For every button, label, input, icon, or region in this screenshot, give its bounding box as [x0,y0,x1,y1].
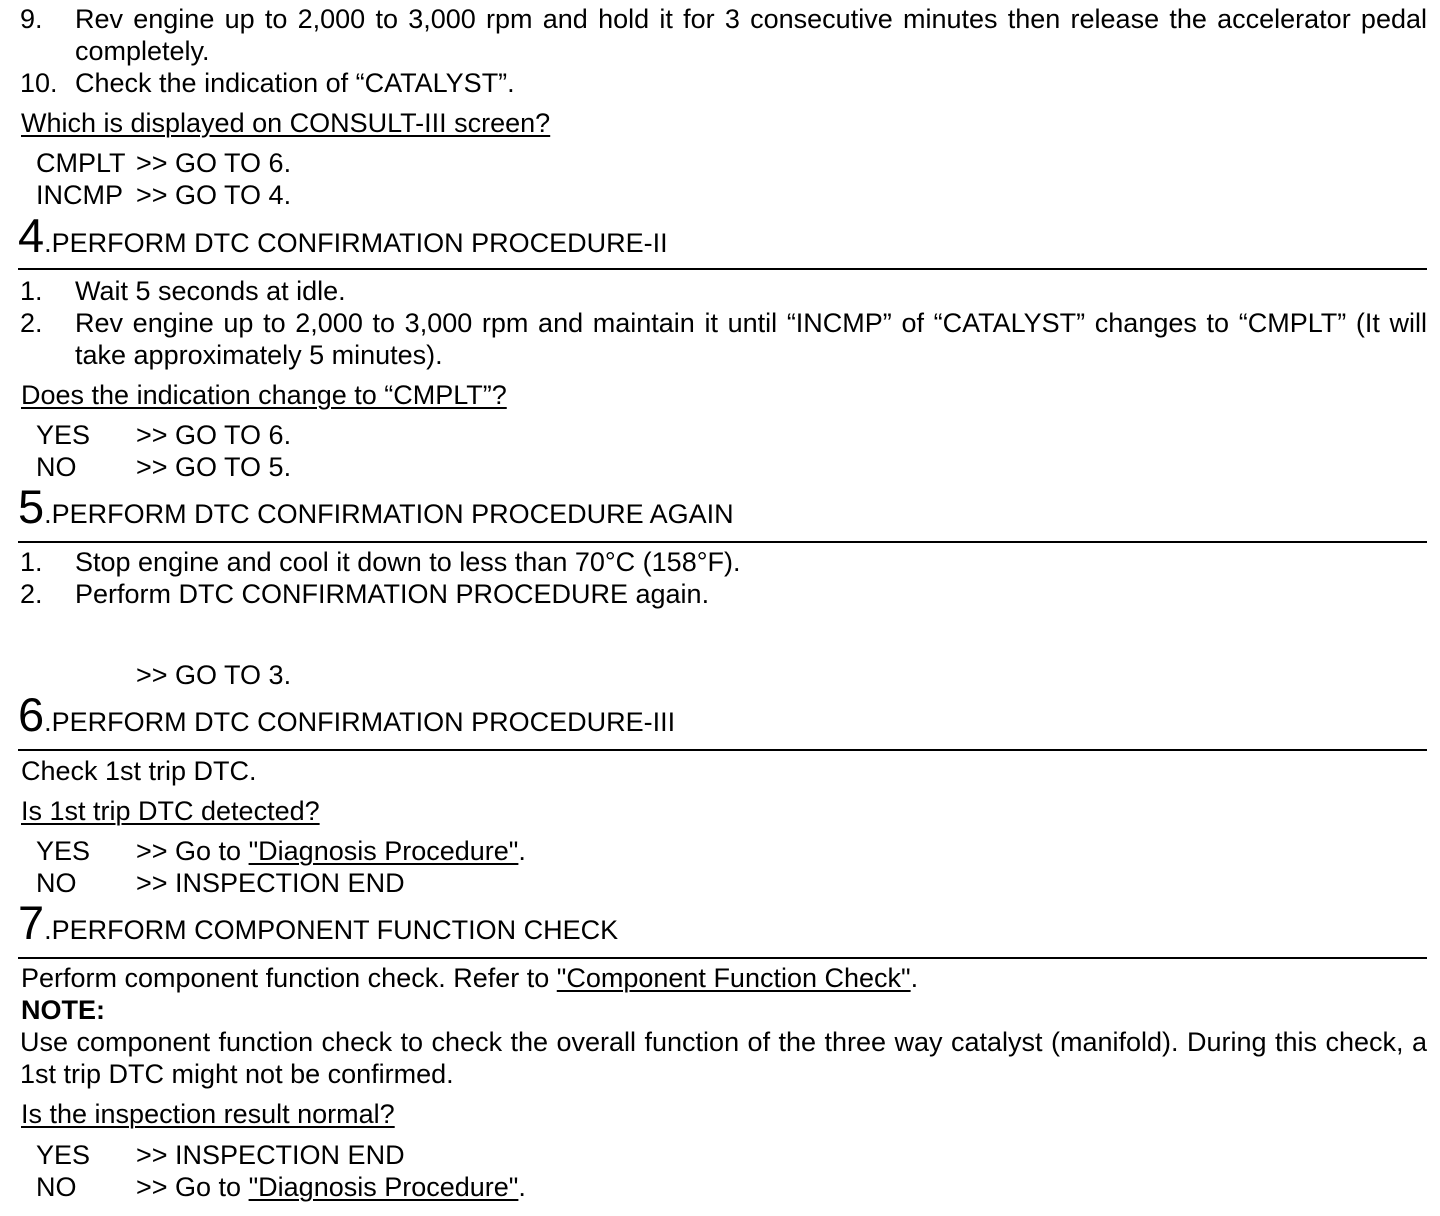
answer-action: >> INSPECTION END [136,868,405,898]
action-suffix: . [518,1172,526,1202]
divider [18,541,1427,543]
divider [18,749,1427,751]
divider [18,268,1427,270]
step6-heading [18,690,675,740]
step-title: PERFORM DTC CONFIRMATION PROCEDURE-II [51,228,668,258]
divider [18,957,1427,959]
step4-question: Does the indication change to “CMPLT”? [21,380,507,410]
diagnosis-procedure-link[interactable]: "Diagnosis Procedure" [248,836,519,866]
answer-label: INCMP [36,180,123,210]
answer-label: NO [36,868,77,898]
action-prefix: >> Go to [136,1172,249,1202]
answer-action: >> GO TO 6. [136,148,292,178]
step-number: 7 [18,896,45,949]
item-text: Perform DTC CONFIRMATION PROCEDURE again. [75,579,710,609]
step-number: 5 [18,480,45,533]
note-label: NOTE: [21,995,105,1025]
step-number: 6 [18,688,45,741]
step-dot: . [44,707,52,737]
item-text: Check the indication of “CATALYST”. [75,68,515,98]
item-number: 2. [20,308,43,338]
body-suffix: . [910,963,919,993]
step7-heading [18,898,618,948]
item-number: 10. [20,68,58,98]
step-dot: . [44,499,52,529]
answer-label: YES [36,836,91,866]
answer-action: >> INSPECTION END [136,1140,405,1170]
item-text: Wait 5 seconds at idle. [75,276,346,306]
answer-label: YES [36,420,91,450]
answer-label: CMPLT [36,148,126,178]
answer-action [136,1171,526,1203]
step4-heading [18,211,668,261]
component-function-check-link[interactable]: "Component Function Check" [556,963,911,993]
item-text: Stop engine and cool it down to less than 70°C (158°F). [75,547,741,577]
step-title: PERFORM COMPONENT FUNCTION CHECK [51,915,619,945]
step-dot: . [44,228,52,258]
step3-question: Which is displayed on CONSULT-III screen? [21,108,551,138]
step6-question: Is 1st trip DTC detected? [21,796,320,826]
item-text: Rev engine up to 2,000 to 3,000 rpm and maintain it until “INCMP” of “CATALYST” changes to “CMPLT” (It will take approximately 5 minutes). [75,308,1427,370]
body-prefix: Perform component function check. Refer to [21,963,557,993]
step5-heading [18,482,734,532]
step-title: PERFORM DTC CONFIRMATION PROCEDURE AGAIN [51,499,734,529]
action-prefix: >> Go to [136,836,249,866]
item-text: Rev engine up to 2,000 to 3,000 rpm and hold it for 3 consecutive minutes then release the accelerator pedal completely. [75,4,1427,66]
step-title: PERFORM DTC CONFIRMATION PROCEDURE-III [51,707,676,737]
item-number: 1. [20,547,43,577]
diagnosis-procedure-link[interactable]: "Diagnosis Procedure" [248,1172,519,1202]
answer-action [136,835,526,867]
answer-action: >> GO TO 5. [136,452,292,482]
answer-label: YES [36,1140,91,1170]
item-number: 2. [20,579,43,609]
step7-body [21,962,918,994]
action-suffix: . [518,836,526,866]
step6-body: Check 1st trip DTC. [21,756,257,786]
step-dot: . [44,915,52,945]
step7-question: Is the inspection result normal? [21,1099,395,1129]
answer-label: NO [36,452,77,482]
answer-action: >> GO TO 4. [136,180,292,210]
answer-label: NO [36,1172,77,1202]
answer-action: >> GO TO 6. [136,420,292,450]
note-text: Use component function check to check the overall function of the three way catalyst (manifold). During this check, a 1st trip DTC might not be confirmed. [20,1027,1427,1089]
step5-action: >> GO TO 3. [136,660,292,690]
item-number: 1. [20,276,43,306]
item-number: 9. [20,4,43,34]
step-number: 4 [18,209,45,262]
